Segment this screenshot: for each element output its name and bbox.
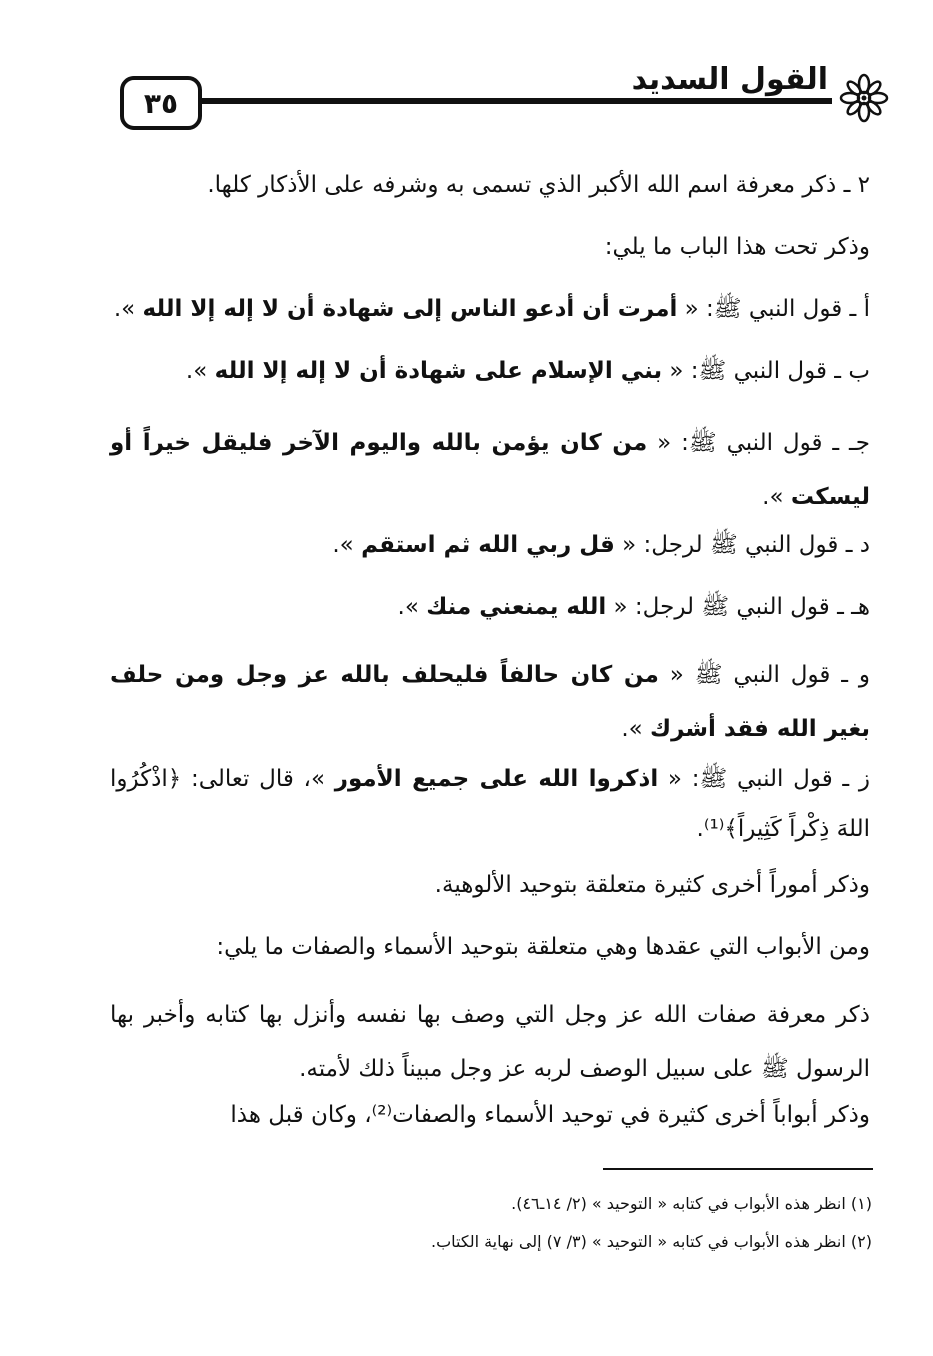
paragraph-heading: وذكر تحت هذا الباب ما يلي: bbox=[604, 234, 870, 260]
item-z-prefix: ز ـ قول النبي ﷺ: « bbox=[658, 766, 870, 792]
item-a-suffix: ». bbox=[113, 296, 143, 322]
item-b-quote: بني الإسلام على شهادة أن لا إله إلا الله bbox=[214, 358, 663, 384]
item-d-prefix: د ـ قول النبي ﷺ لرجل: « bbox=[614, 532, 870, 558]
page-number: ٣٥ bbox=[143, 86, 179, 120]
item-h-quote: الله يمنعني منك bbox=[426, 594, 607, 620]
item-j-suffix: ». bbox=[762, 484, 791, 510]
paragraph-intro: ٢ ـ ذكر معرفة اسم الله الأكبر الذي تسمى به وشرفه على الأذكار كلها. bbox=[207, 172, 870, 198]
list-item-a bbox=[110, 294, 870, 325]
page-number-badge bbox=[120, 76, 202, 130]
item-d-suffix: ». bbox=[332, 532, 362, 558]
item-j-quote: من كان يؤمن بالله واليوم الآخر فليقل خيراً أو ليسكت bbox=[110, 430, 870, 510]
footnote-rule bbox=[603, 1168, 873, 1170]
paragraph-asma-heading: ومن الأبواب التي عقدها وهي متعلقة بتوحيد الأسماء والصفات ما يلي: bbox=[216, 934, 870, 960]
floral-ornament-icon bbox=[838, 72, 890, 124]
paragraph-uluhiyya: وذكر أموراً أخرى كثيرة متعلقة بتوحيد الألوهية. bbox=[434, 872, 870, 898]
item-h-prefix: هـ ـ قول النبي ﷺ لرجل: « bbox=[606, 594, 870, 620]
item-w-suffix: ». bbox=[621, 716, 651, 742]
list-item-z bbox=[110, 754, 870, 854]
list-item-h bbox=[110, 592, 870, 623]
list-item-d bbox=[110, 530, 870, 561]
item-z-quote: اذكروا الله على جميع الأمور bbox=[334, 766, 659, 792]
list-item-j bbox=[110, 416, 870, 524]
header-rule bbox=[192, 98, 832, 104]
item-a-quote: أمرت أن أدعو الناس إلى شهادة أن لا إله إلا الله bbox=[142, 296, 678, 322]
footnote-1: (١) انظر هذه الأبواب في كتابه « التوحيد » (٢/ ١٤ـ٤٦). bbox=[511, 1194, 872, 1213]
list-item-b bbox=[110, 356, 870, 387]
list-item-w bbox=[110, 648, 870, 756]
paragraph-sifat: ذكر معرفة صفات الله عز وجل التي وصف بها نفسه وأنزل بها كتابه وأخبر بها الرسول ﷺ على سبيل الوصف لربه عز وجل مبيناً ذلك لأمته. bbox=[110, 1002, 870, 1082]
footnotes bbox=[300, 1190, 872, 1256]
page-header bbox=[110, 60, 890, 140]
item-b-prefix: ب ـ قول النبي ﷺ: « bbox=[662, 358, 870, 384]
item-w-prefix: و ـ قول النبي ﷺ « bbox=[658, 662, 870, 688]
paragraph-closing: وذكر أبواباً أخرى كثيرة في توحيد الأسماء والصفات⁽²⁾، وكان قبل هذا bbox=[230, 1102, 870, 1128]
book-title: القول السديد bbox=[631, 62, 828, 97]
item-w-quote: من كان حالفاً فليحلف بالله عز وجل ومن حلف بغير الله فقد أشرك bbox=[110, 662, 870, 742]
item-d-quote: قل ربي الله ثم استقم bbox=[361, 532, 615, 558]
item-h-suffix: ». bbox=[397, 594, 427, 620]
item-b-suffix: ». bbox=[185, 358, 215, 384]
item-a-prefix: أ ـ قول النبي ﷺ: « bbox=[677, 296, 870, 322]
footnote-2: (٢) انظر هذه الأبواب في كتابه « التوحيد » (٣/ ٧) إلى نهاية الكتاب. bbox=[431, 1232, 872, 1251]
item-j-prefix: جـ ـ قول النبي ﷺ: « bbox=[647, 430, 871, 456]
item-z-suffix: »، قال تعالى: ﴿اذْكُرُوا اللهَ ذِكْراً كَثِيراً﴾⁽¹⁾. bbox=[110, 766, 870, 842]
